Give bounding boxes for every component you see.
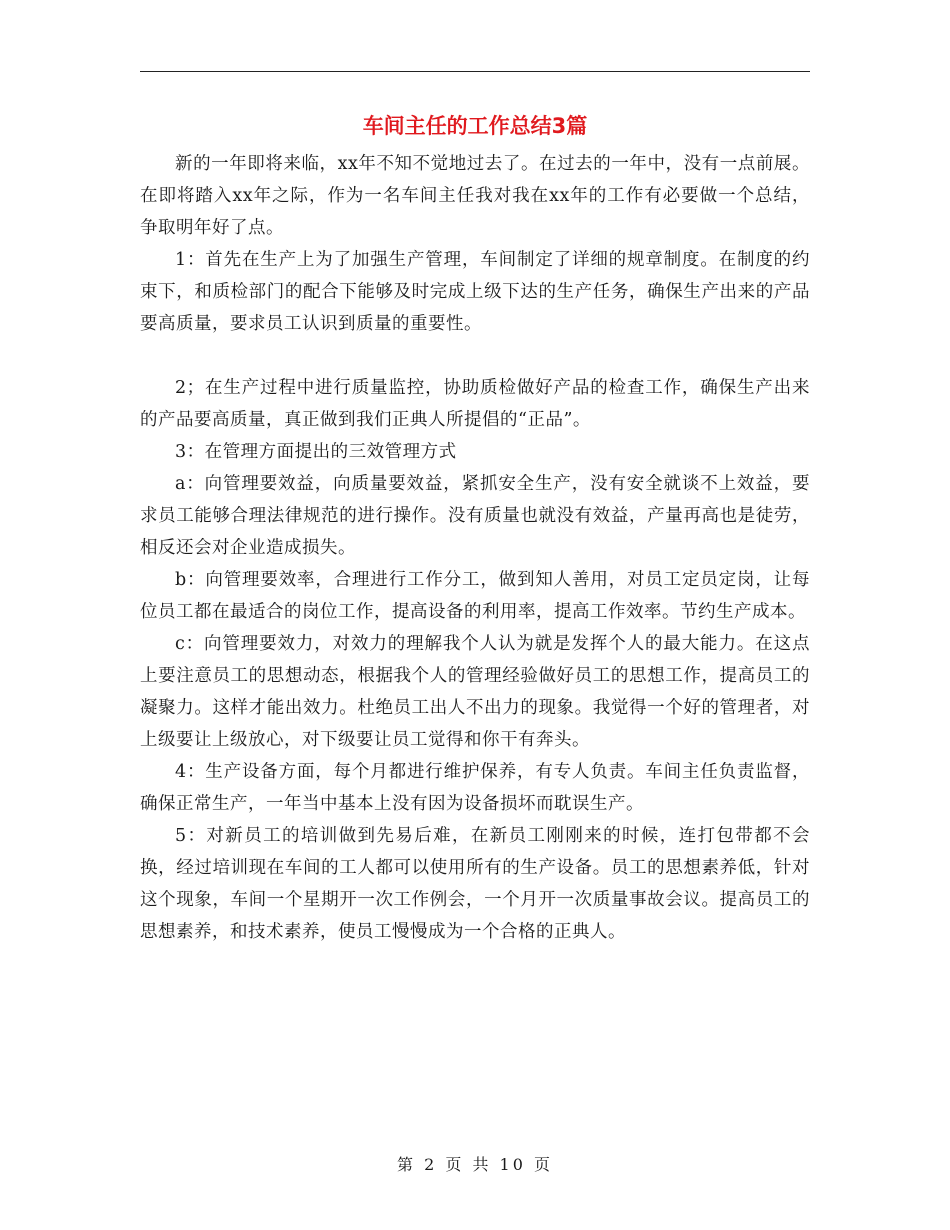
paragraph-item-4: 4：生产设备方面，每个月都进行维护保养，有专人负责。车间主任负责监督，确保正常生产，一年当中基本上没有因为设备损坏而耽误生产。 [140, 762, 810, 814]
paragraph-item-1: 1：首先在生产上为了加强生产管理，车间制定了详细的规章制度。在制度的约束下，和质检部门的配合下能够及时完成上级下达的生产任务，确保生产出来的产品要高质量，要求员工认识到质量的重要性。 [140, 250, 810, 334]
paragraph-item-2: 2；在生产过程中进行质量监控，协助质检做好产品的检查工作，确保生产出来的产品要高质量，真正做到我们正典人所提倡的“正品”。 [140, 378, 810, 430]
paragraph-item-3c: c：向管理要效力，对效力的理解我个人认为就是发挥个人的最大能力。在这点上要注意员工的思想动态，根据我个人的管理经验做好员工的思想工作，提高员工的凝聚力。这样才能出效力。杜绝员工出人不出力的现象。我觉得一个好的管理者，对上级要让上级放心，对下级要让员工觉得和你干有奔头。 [140, 634, 810, 750]
page-footer: 第 2 页 共 10 页 [397, 1155, 553, 1174]
document-title: 车间主任的工作总结3篇 [362, 114, 588, 138]
paragraph-intro: 新的一年即将来临，xx年不知不觉地过去了。在过去的一年中，没有一点前展。在即将踏入xx年之际，作为一名车间主任我对我在xx年的工作有必要做一个总结，争取明年好了点。 [140, 154, 810, 238]
paragraph-item-3: 3：在管理方面提出的三效管理方式 [175, 442, 457, 462]
document-body [140, 148, 810, 948]
paragraph-item-3a: a：向管理要效益，向质量要效益，紧抓安全生产，没有安全就谈不上效益，要求员工能够合理法律规范的进行操作。没有质量也就没有效益，产量再高也是徒劳，相反还会对企业造成损失。 [140, 474, 810, 558]
paragraph-item-3b: b：向管理要效率，合理进行工作分工，做到知人善用，对员工定员定岗，让每位员工都在最适合的岗位工作，提高设备的利用率，提高工作效率。节约生产成本。 [140, 570, 810, 622]
paragraph-item-5: 5：对新员工的培训做到先易后难，在新员工刚刚来的时候，连打包带都不会换，经过培训现在车间的工人都可以使用所有的生产设备。员工的思想素养低，针对这个现象，车间一个星期开一次工作例会，一个月开一次质量事故会议。提高员工的思想素养，和技术素养，使员工慢慢成为一个合格的正典人。 [140, 826, 810, 942]
header-rule [140, 71, 810, 72]
